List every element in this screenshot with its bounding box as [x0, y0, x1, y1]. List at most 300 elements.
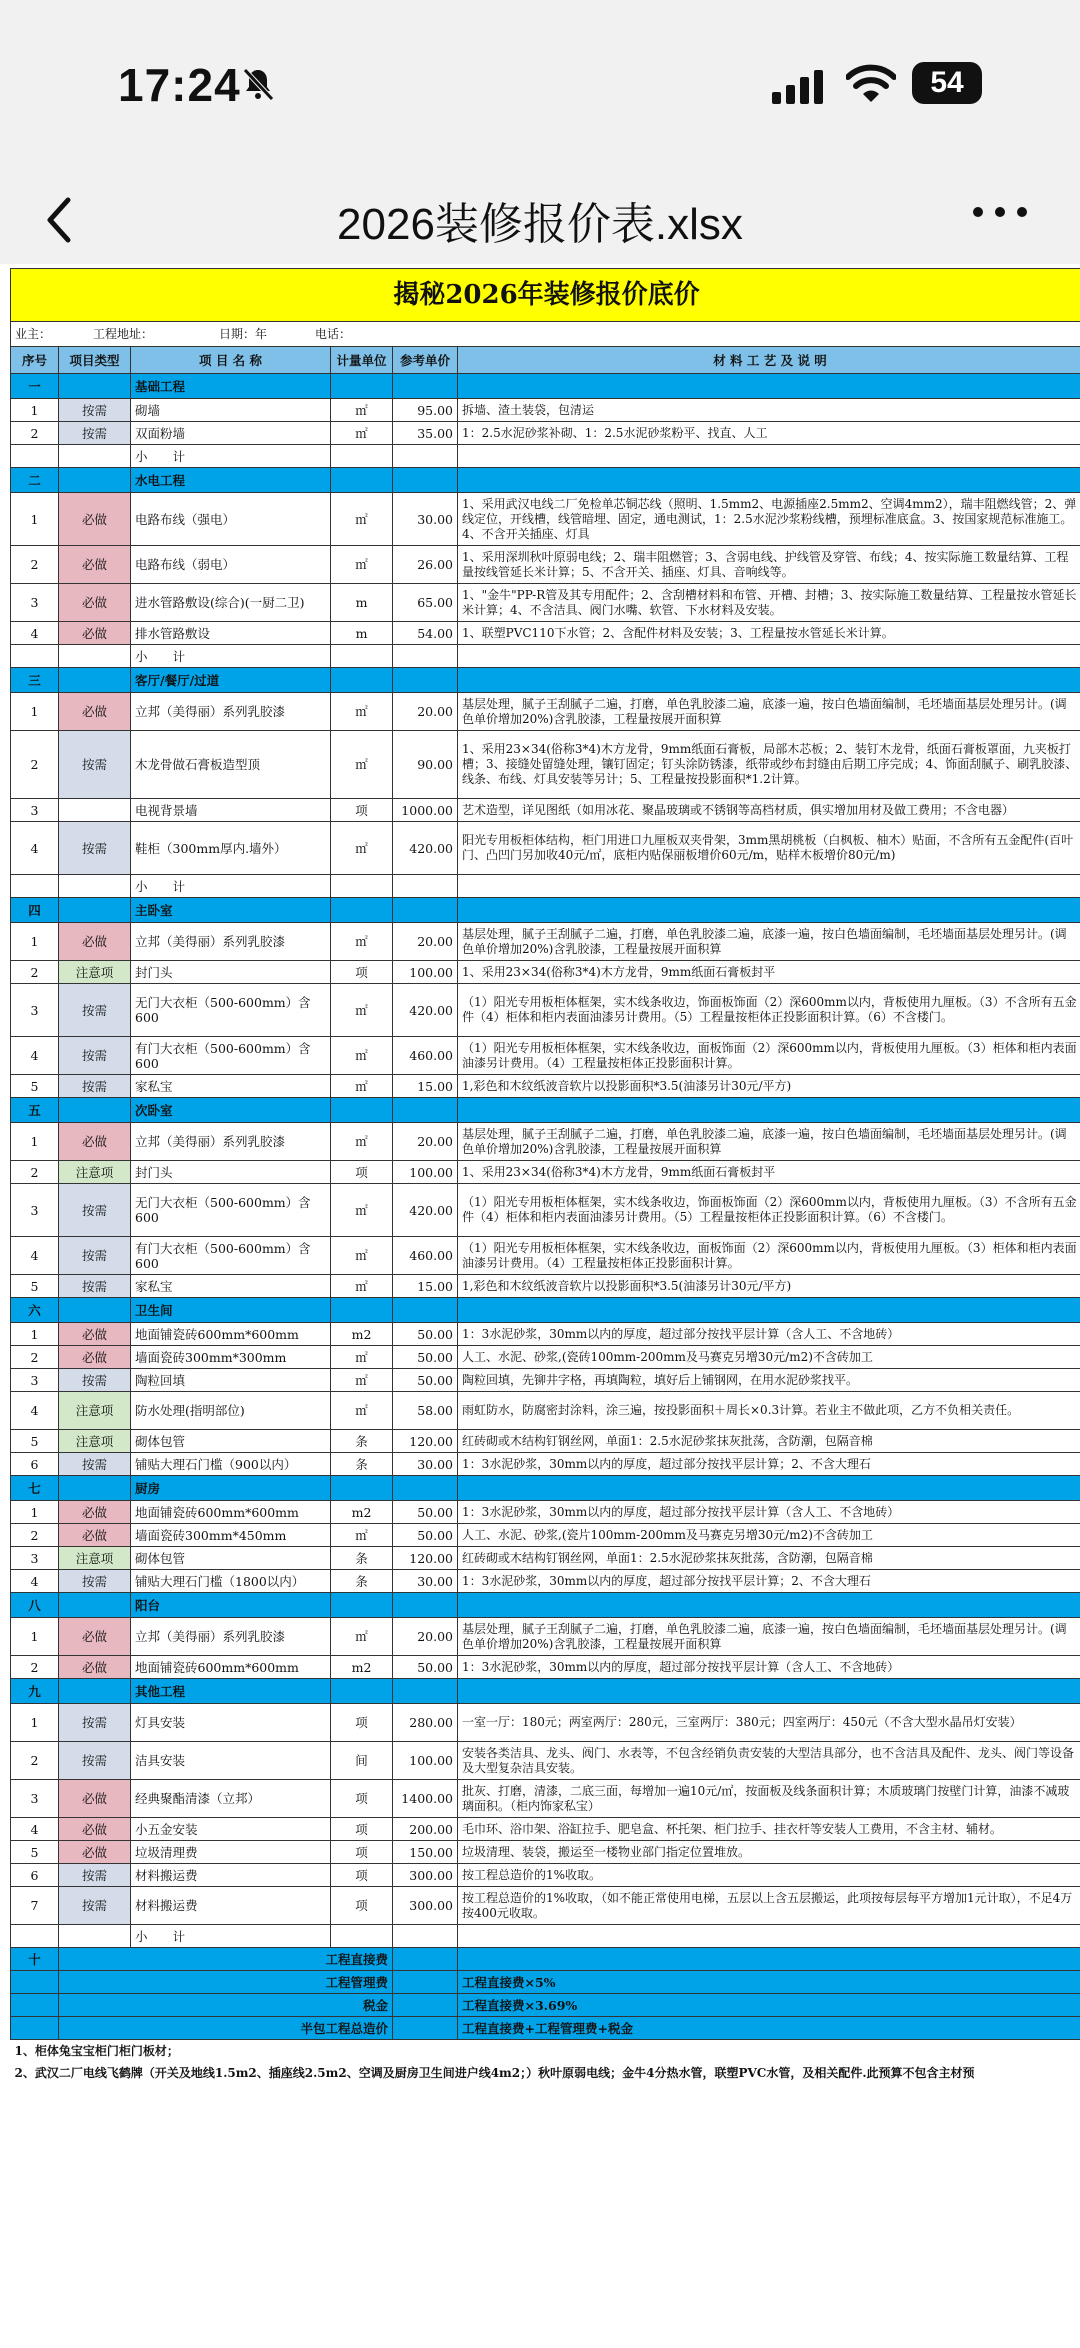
row-unit[interactable]: 项: [331, 1704, 393, 1742]
row-type[interactable]: [59, 799, 131, 822]
row-description[interactable]: （1）阳光专用板柜体框架，实木线条收边，面板饰面（2）深600mm以内，背板使用九厘板。（3）柜体和柜内表面油漆另计费用。（4）工程量按柜体正投影面积计算。: [458, 1037, 1080, 1075]
section-desc[interactable]: [458, 1298, 1080, 1323]
row-price[interactable]: 280.00: [393, 1704, 458, 1742]
row-item-name[interactable]: 立邦（美得丽）系列乳胶漆: [131, 923, 331, 961]
section-unit[interactable]: [331, 468, 393, 493]
row-type[interactable]: 注意项: [59, 1430, 131, 1453]
row-description[interactable]: 1、采用深圳秋叶原弱电线；2、瑞丰阻燃管；3、含弱电线、护线管及穿管、布线；4、按实际施工数量结算、工程量按线管延长米计算；5、不含开关、插座、灯具、音响线等。: [458, 546, 1080, 584]
row-type[interactable]: 必做: [59, 1656, 131, 1679]
section-unit[interactable]: [331, 898, 393, 923]
total-price[interactable]: [393, 1948, 458, 1971]
row-description[interactable]: 一室一厅：180元；两室两厅：280元，三室两厅：380元；四室两厅：450元（不含大型水晶吊灯安装）: [458, 1704, 1080, 1742]
row-number[interactable]: 2: [11, 1161, 59, 1184]
section-desc[interactable]: [458, 1476, 1080, 1501]
total-label[interactable]: 工程管理费: [59, 1971, 393, 1994]
row-description[interactable]: 1,彩色和木纹纸波音软片以投影面积*3.5(油漆另计30元/平方): [458, 1275, 1080, 1298]
row-price[interactable]: 100.00: [393, 1742, 458, 1780]
row-item-name[interactable]: 双面粉墙: [131, 422, 331, 445]
row-type[interactable]: 必做: [59, 1524, 131, 1547]
row-price[interactable]: 30.00: [393, 1453, 458, 1476]
row-description[interactable]: 1：3水泥砂浆，30mm以内的厚度，超过部分按找平层计算（含人工、不含地砖）: [458, 1323, 1080, 1346]
row-price[interactable]: 50.00: [393, 1656, 458, 1679]
row-item-name[interactable]: 砌体包管: [131, 1430, 331, 1453]
section-name[interactable]: 水电工程: [131, 468, 331, 493]
row-item-name[interactable]: 地面铺瓷砖600mm*600mm: [131, 1323, 331, 1346]
subtotal-desc[interactable]: [458, 445, 1080, 468]
row-number[interactable]: 7: [11, 1887, 59, 1925]
subtotal-type[interactable]: [59, 645, 131, 668]
row-type[interactable]: 按需: [59, 731, 131, 799]
row-type[interactable]: 必做: [59, 923, 131, 961]
row-description[interactable]: 基层处理，腻子王刮腻子二遍，打磨，单色乳胶漆二遍，底漆一遍，按白色墙面编制，毛坯墙面基层处理另计。(调色单价增加20%)含乳胶漆，工程量按展开面积算: [458, 693, 1080, 731]
row-number[interactable]: 4: [11, 1818, 59, 1841]
row-description[interactable]: 1：3水泥砂浆，30mm以内的厚度，超过部分按找平层计算；2、不含大理石: [458, 1570, 1080, 1593]
row-item-name[interactable]: 电路布线（弱电）: [131, 546, 331, 584]
row-unit[interactable]: ㎡: [331, 1524, 393, 1547]
row-unit[interactable]: ㎡: [331, 1392, 393, 1430]
row-type[interactable]: 按需: [59, 984, 131, 1037]
section-unit[interactable]: [331, 1298, 393, 1323]
row-description[interactable]: 安装各类洁具、龙头、阀门、水表等，不包含经销负责安装的大型洁具部分，也不含洁具及配件、龙头、阀门等设备及大型复杂洁具安装。: [458, 1742, 1080, 1780]
row-number[interactable]: 4: [11, 1237, 59, 1275]
section-unit[interactable]: [331, 1476, 393, 1501]
row-item-name[interactable]: 小五金安装: [131, 1818, 331, 1841]
row-description[interactable]: 阳光专用板柜体结构，柜门用进口九厘板双夹骨架，3mm黑胡桃板（白枫板、柚木）贴面，不含所有五金配件(百叶门、凸凹门另加收40元/㎡，底柜内贴保丽板增价60元/m，贴样木板增价80元/m): [458, 822, 1080, 875]
row-description[interactable]: 基层处理，腻子王刮腻子二遍，打磨，单色乳胶漆二遍，底漆一遍，按白色墙面编制，毛坯墙面基层处理另计。(调色单价增加20%)含乳胶漆，工程量按展开面积算: [458, 1123, 1080, 1161]
row-description[interactable]: （1）阳光专用板柜体框架，实木线条收边，饰面板饰面（2）深600mm以内，背板使用九厘板。（3）不含所有五金件（4）柜体和柜内表面油漆另计费用。（5）工程量按柜体正投影面积计算。（6）不含楼门。: [458, 984, 1080, 1037]
row-price[interactable]: 58.00: [393, 1392, 458, 1430]
total-number[interactable]: [11, 1994, 59, 2017]
row-number[interactable]: 1: [11, 493, 59, 546]
section-number[interactable]: 六: [11, 1298, 59, 1323]
row-number[interactable]: 1: [11, 399, 59, 422]
row-type[interactable]: 按需: [59, 1864, 131, 1887]
section-price[interactable]: [393, 468, 458, 493]
row-description[interactable]: 人工、水泥、砂浆,(瓷片100mm-200mm及马赛克另增30元/m2)不含砖加工: [458, 1524, 1080, 1547]
row-type[interactable]: 必做: [59, 1818, 131, 1841]
row-description[interactable]: 1、采用武汉电线二厂免检单芯铜芯线（照明、1.5mm2、电源插座2.5mm2、空调4mm2），瑞丰阻燃线管；2、弹线定位，开线槽，线管暗埋、固定，通电测试，1：2.5水泥沙浆粉线槽，预埋标准底盒。3、按国家规范标准施工。4、不含开关插座、灯具: [458, 493, 1080, 546]
section-unit[interactable]: [331, 1593, 393, 1618]
section-name[interactable]: 基础工程: [131, 374, 331, 399]
row-description[interactable]: （1）阳光专用板柜体框架，实木线条收边，面板饰面（2）深600mm以内，背板使用九厘板。（3）柜体和柜内表面油漆另计费用。（4）工程量按柜体正投影面积计算。: [458, 1237, 1080, 1275]
row-description[interactable]: 拆墙、渣土装袋，包清运: [458, 399, 1080, 422]
subtotal-price[interactable]: [393, 1925, 458, 1948]
section-desc[interactable]: [458, 898, 1080, 923]
total-number[interactable]: [11, 1971, 59, 1994]
row-number[interactable]: 1: [11, 693, 59, 731]
section-type[interactable]: [59, 1593, 131, 1618]
row-description[interactable]: 艺术造型，详见图纸（如用冰花、聚晶玻璃或不锈钢等高档材质，俱实增加用材及做工费用；不含电器）: [458, 799, 1080, 822]
row-item-name[interactable]: 立邦（美得丽）系列乳胶漆: [131, 1123, 331, 1161]
row-description[interactable]: 雨虹防水，防腐密封涂料，涂三遍，按投影面积＋周长×0.3计算。若业主不做此项，乙方不负相关责任。: [458, 1392, 1080, 1430]
section-price[interactable]: [393, 1476, 458, 1501]
row-type[interactable]: 按需: [59, 1369, 131, 1392]
row-price[interactable]: 50.00: [393, 1501, 458, 1524]
row-number[interactable]: 2: [11, 546, 59, 584]
subtotal-number[interactable]: [11, 645, 59, 668]
row-number[interactable]: 6: [11, 1453, 59, 1476]
subtotal-unit[interactable]: [331, 1925, 393, 1948]
row-price[interactable]: 20.00: [393, 693, 458, 731]
section-number[interactable]: 五: [11, 1098, 59, 1123]
row-type[interactable]: 必做: [59, 1841, 131, 1864]
row-price[interactable]: 120.00: [393, 1547, 458, 1570]
total-number[interactable]: [11, 2017, 59, 2040]
subtotal-price[interactable]: [393, 645, 458, 668]
section-desc[interactable]: [458, 1098, 1080, 1123]
section-number[interactable]: 九: [11, 1679, 59, 1704]
section-type[interactable]: [59, 1298, 131, 1323]
row-item-name[interactable]: 铺贴大理石门槛（1800以内）: [131, 1570, 331, 1593]
row-unit[interactable]: ㎡: [331, 984, 393, 1037]
row-price[interactable]: 50.00: [393, 1524, 458, 1547]
row-item-name[interactable]: 排水管路敷设: [131, 622, 331, 645]
row-unit[interactable]: ㎡: [331, 1275, 393, 1298]
footnote[interactable]: 2、武汉二厂电线飞鹤牌（开关及地线1.5m2、插座线2.5m2、空调及厨房卫生间进户线4m2；）秋叶原弱电线；金牛4分热水管，联塑PVC水管，及相关配件.此预算不包含主材预: [14, 2065, 975, 2080]
section-number[interactable]: 七: [11, 1476, 59, 1501]
row-description[interactable]: 垃圾清理、装袋，搬运至一楼物业部门指定位置堆放。: [458, 1841, 1080, 1864]
row-price[interactable]: 95.00: [393, 399, 458, 422]
row-number[interactable]: 5: [11, 1841, 59, 1864]
section-unit[interactable]: [331, 374, 393, 399]
total-label[interactable]: 半包工程总造价: [59, 2017, 393, 2040]
row-item-name[interactable]: 墙面瓷砖300mm*450mm: [131, 1524, 331, 1547]
row-unit[interactable]: ㎡: [331, 1123, 393, 1161]
section-type[interactable]: [59, 1098, 131, 1123]
row-item-name[interactable]: 地面铺瓷砖600mm*600mm: [131, 1501, 331, 1524]
row-item-name[interactable]: 砌墙: [131, 399, 331, 422]
row-item-name[interactable]: 电路布线（强电）: [131, 493, 331, 546]
total-number[interactable]: 十: [11, 1948, 59, 1971]
row-item-name[interactable]: 防水处理(指明部位): [131, 1392, 331, 1430]
row-type[interactable]: 按需: [59, 1275, 131, 1298]
row-type[interactable]: 按需: [59, 1704, 131, 1742]
row-description[interactable]: 1：2.5水泥砂浆补砌、1：2.5水泥砂浆粉平、找直、人工: [458, 422, 1080, 445]
section-unit[interactable]: [331, 1098, 393, 1123]
row-price[interactable]: 420.00: [393, 1184, 458, 1237]
row-price[interactable]: 20.00: [393, 1618, 458, 1656]
section-number[interactable]: 一: [11, 374, 59, 399]
row-unit[interactable]: 项: [331, 1780, 393, 1818]
row-number[interactable]: 2: [11, 1524, 59, 1547]
row-description[interactable]: 1、联塑PVC110下水管；2、含配件材料及安装；3、工程量按水管延长米计算。: [458, 622, 1080, 645]
row-number[interactable]: 2: [11, 961, 59, 984]
row-description[interactable]: 1：3水泥砂浆，30mm以内的厚度，超过部分按找平层计算（含人工、不含地砖）: [458, 1501, 1080, 1524]
row-price[interactable]: 460.00: [393, 1037, 458, 1075]
row-description[interactable]: 1、采用23×34(俗称3*4)木方龙骨，9mm纸面石膏板封平: [458, 1161, 1080, 1184]
column-header[interactable]: 材 料 工 艺 及 说 明: [458, 347, 1080, 374]
row-price[interactable]: 50.00: [393, 1346, 458, 1369]
row-number[interactable]: 5: [11, 1430, 59, 1453]
row-unit[interactable]: m2: [331, 1501, 393, 1524]
row-unit[interactable]: m: [331, 584, 393, 622]
row-type[interactable]: 按需: [59, 822, 131, 875]
row-number[interactable]: 1: [11, 1323, 59, 1346]
row-number[interactable]: 4: [11, 1392, 59, 1430]
row-item-name[interactable]: 材料搬运费: [131, 1864, 331, 1887]
row-item-name[interactable]: 有门大衣柜（500-600mm）含600: [131, 1037, 331, 1075]
row-type[interactable]: 必做: [59, 1618, 131, 1656]
section-price[interactable]: [393, 1679, 458, 1704]
row-description[interactable]: 按工程总造价的1%收取。: [458, 1864, 1080, 1887]
row-description[interactable]: 人工、水泥、砂浆,(瓷砖100mm-200mm及马赛克另增30元/m2)不含砖加工: [458, 1346, 1080, 1369]
column-header[interactable]: 计量单位: [331, 347, 393, 374]
total-label[interactable]: 工程直接费: [59, 1948, 393, 1971]
row-unit[interactable]: 条: [331, 1430, 393, 1453]
row-type[interactable]: 注意项: [59, 1547, 131, 1570]
section-number[interactable]: 四: [11, 898, 59, 923]
row-description[interactable]: 毛巾环、浴巾架、浴缸拉手、肥皂盒、杯托架、柜门拉手、挂衣杆等安装人工费用，不含主材、辅材。: [458, 1818, 1080, 1841]
row-item-name[interactable]: 无门大衣柜（500-600mm）含600: [131, 984, 331, 1037]
row-type[interactable]: 按需: [59, 1742, 131, 1780]
subtotal-unit[interactable]: [331, 645, 393, 668]
row-unit[interactable]: ㎡: [331, 493, 393, 546]
row-number[interactable]: 4: [11, 622, 59, 645]
row-item-name[interactable]: 地面铺瓷砖600mm*600mm: [131, 1656, 331, 1679]
row-number[interactable]: 3: [11, 1184, 59, 1237]
column-header[interactable]: 序号: [11, 347, 59, 374]
row-unit[interactable]: ㎡: [331, 1037, 393, 1075]
row-type[interactable]: 按需: [59, 1570, 131, 1593]
row-price[interactable]: 35.00: [393, 422, 458, 445]
row-price[interactable]: 26.00: [393, 546, 458, 584]
row-unit[interactable]: 项: [331, 1864, 393, 1887]
subtotal-unit[interactable]: [331, 875, 393, 898]
section-price[interactable]: [393, 1593, 458, 1618]
row-unit[interactable]: ㎡: [331, 731, 393, 799]
row-price[interactable]: 100.00: [393, 961, 458, 984]
row-unit[interactable]: 条: [331, 1570, 393, 1593]
section-desc[interactable]: [458, 1679, 1080, 1704]
total-formula[interactable]: 工程直接费×5%: [458, 1971, 1080, 1994]
sheet-title[interactable]: 揭秘2026年装修报价底价: [11, 269, 1080, 322]
row-description[interactable]: 陶粒回填，先铆井字格，再填陶粒，填好后上铺钢网，在用水泥砂浆找平。: [458, 1369, 1080, 1392]
row-unit[interactable]: ㎡: [331, 546, 393, 584]
row-description[interactable]: 基层处理，腻子王刮腻子二遍，打磨，单色乳胶漆二遍，底漆一遍，按白色墙面编制，毛坯墙面基层处理另计。(调色单价增加20%)含乳胶漆，工程量按展开面积算: [458, 1618, 1080, 1656]
row-description[interactable]: 1,彩色和木纹纸波音软片以投影面积*3.5(油漆另计30元/平方): [458, 1075, 1080, 1098]
row-type[interactable]: 注意项: [59, 1161, 131, 1184]
subtotal-type[interactable]: [59, 445, 131, 468]
row-unit[interactable]: 间: [331, 1742, 393, 1780]
row-price[interactable]: 300.00: [393, 1864, 458, 1887]
row-item-name[interactable]: 有门大衣柜（500-600mm）含600: [131, 1237, 331, 1275]
row-price[interactable]: 420.00: [393, 822, 458, 875]
row-number[interactable]: 6: [11, 1864, 59, 1887]
total-price[interactable]: [393, 2017, 458, 2040]
row-unit[interactable]: 项: [331, 799, 393, 822]
row-unit[interactable]: 项: [331, 961, 393, 984]
row-description[interactable]: 按工程总造价的1%收取，（如不能正常使用电梯，五层以上含五层搬运，此项按每层每平方增加1元计取），不足4万按400元收取。: [458, 1887, 1080, 1925]
row-item-name[interactable]: 灯具安装: [131, 1704, 331, 1742]
section-type[interactable]: [59, 468, 131, 493]
section-number[interactable]: 八: [11, 1593, 59, 1618]
subtotal-unit[interactable]: [331, 445, 393, 468]
row-price[interactable]: 200.00: [393, 1818, 458, 1841]
row-unit[interactable]: 条: [331, 1547, 393, 1570]
row-item-name[interactable]: 垃圾清理费: [131, 1841, 331, 1864]
row-description[interactable]: 1、采用23×34(俗称3*4)木方龙骨，9mm纸面石膏板，局部木芯板；2、装钉木龙骨，纸面石膏板罩面，九夹板打槽；3、接缝处留缝处理，镶钉固定；钉头涂防锈漆，纸带或纱布封缝由后期工序完成；4、饰面刮腻子、刷乳胶漆、线条、布线、灯具安装等另计；5、工程量按投影面积*1.2计算。: [458, 731, 1080, 799]
row-type[interactable]: 必做: [59, 693, 131, 731]
row-type[interactable]: 必做: [59, 1346, 131, 1369]
row-item-name[interactable]: 封门头: [131, 961, 331, 984]
section-name[interactable]: 其他工程: [131, 1679, 331, 1704]
row-number[interactable]: 2: [11, 1656, 59, 1679]
subtotal-desc[interactable]: [458, 1925, 1080, 1948]
subtotal-type[interactable]: [59, 1925, 131, 1948]
row-unit[interactable]: ㎡: [331, 1346, 393, 1369]
row-description[interactable]: 1：3水泥砂浆，30mm以内的厚度，超过部分按找平层计算（含人工、不含地砖）: [458, 1656, 1080, 1679]
row-price[interactable]: 1400.00: [393, 1780, 458, 1818]
row-item-name[interactable]: 经典聚酯清漆（立邦）: [131, 1780, 331, 1818]
total-price[interactable]: [393, 1971, 458, 1994]
section-price[interactable]: [393, 898, 458, 923]
row-item-name[interactable]: 立邦（美得丽）系列乳胶漆: [131, 693, 331, 731]
row-price[interactable]: 15.00: [393, 1075, 458, 1098]
row-price[interactable]: 20.00: [393, 1123, 458, 1161]
row-description[interactable]: 红砖砌或木结构钉钢丝网，单面1：2.5水泥砂浆抹灰批荡，含防潮，包隔音棉: [458, 1430, 1080, 1453]
row-description[interactable]: 1：3水泥砂浆，30mm以内的厚度，超过部分按找平层计算；2、不含大理石: [458, 1453, 1080, 1476]
row-unit[interactable]: ㎡: [331, 822, 393, 875]
row-type[interactable]: 按需: [59, 422, 131, 445]
subtotal-number[interactable]: [11, 1925, 59, 1948]
row-type[interactable]: 必做: [59, 1123, 131, 1161]
subtotal-desc[interactable]: [458, 875, 1080, 898]
row-price[interactable]: 460.00: [393, 1237, 458, 1275]
section-type[interactable]: [59, 1476, 131, 1501]
subtotal-type[interactable]: [59, 875, 131, 898]
row-type[interactable]: 按需: [59, 1453, 131, 1476]
section-price[interactable]: [393, 668, 458, 693]
row-price[interactable]: 50.00: [393, 1369, 458, 1392]
total-formula[interactable]: 工程直接费×3.69%: [458, 1994, 1080, 2017]
row-description[interactable]: 红砖砌或木结构钉钢丝网，单面1：2.5水泥砂浆抹灰批荡，含防潮，包隔音棉: [458, 1547, 1080, 1570]
row-type[interactable]: 必做: [59, 493, 131, 546]
section-name[interactable]: 阳台: [131, 1593, 331, 1618]
total-price[interactable]: [393, 1994, 458, 2017]
row-unit[interactable]: 条: [331, 1453, 393, 1476]
row-description[interactable]: 1、采用23×34(俗称3*4)木方龙骨，9mm纸面石膏板封平: [458, 961, 1080, 984]
row-type[interactable]: 按需: [59, 1037, 131, 1075]
section-desc[interactable]: [458, 668, 1080, 693]
row-number[interactable]: 1: [11, 1704, 59, 1742]
row-price[interactable]: 420.00: [393, 984, 458, 1037]
row-number[interactable]: 1: [11, 1618, 59, 1656]
total-label[interactable]: 税金: [59, 1994, 393, 2017]
subtotal-label[interactable]: 小 计: [131, 1925, 331, 1948]
row-unit[interactable]: ㎡: [331, 1618, 393, 1656]
row-type[interactable]: 必做: [59, 546, 131, 584]
row-number[interactable]: 5: [11, 1075, 59, 1098]
row-number[interactable]: 4: [11, 822, 59, 875]
row-unit[interactable]: ㎡: [331, 399, 393, 422]
row-number[interactable]: 3: [11, 1547, 59, 1570]
row-unit[interactable]: ㎡: [331, 923, 393, 961]
row-item-name[interactable]: 鞋柜（300mm厚内.墙外）: [131, 822, 331, 875]
row-unit[interactable]: 项: [331, 1818, 393, 1841]
column-header[interactable]: 项 目 名 称: [131, 347, 331, 374]
section-name[interactable]: 厨房: [131, 1476, 331, 1501]
row-item-name[interactable]: 无门大衣柜（500-600mm）含600: [131, 1184, 331, 1237]
row-unit[interactable]: ㎡: [331, 1369, 393, 1392]
row-number[interactable]: 1: [11, 923, 59, 961]
row-price[interactable]: 54.00: [393, 622, 458, 645]
row-unit[interactable]: ㎡: [331, 422, 393, 445]
row-price[interactable]: 15.00: [393, 1275, 458, 1298]
section-number[interactable]: 三: [11, 668, 59, 693]
section-desc[interactable]: [458, 468, 1080, 493]
section-name[interactable]: 客厅/餐厅/过道: [131, 668, 331, 693]
row-price[interactable]: 30.00: [393, 493, 458, 546]
row-item-name[interactable]: 电视背景墙: [131, 799, 331, 822]
column-header[interactable]: 项目类型: [59, 347, 131, 374]
subtotal-label[interactable]: 小 计: [131, 645, 331, 668]
row-item-name[interactable]: 墙面瓷砖300mm*300mm: [131, 1346, 331, 1369]
subtotal-label[interactable]: 小 计: [131, 875, 331, 898]
row-type[interactable]: 按需: [59, 399, 131, 422]
row-unit[interactable]: m: [331, 622, 393, 645]
row-item-name[interactable]: 进水管路敷设(综合)(一厨二卫): [131, 584, 331, 622]
row-type[interactable]: 按需: [59, 1237, 131, 1275]
row-number[interactable]: 2: [11, 422, 59, 445]
row-unit[interactable]: m2: [331, 1323, 393, 1346]
row-price[interactable]: 1000.00: [393, 799, 458, 822]
row-item-name[interactable]: 砌体包管: [131, 1547, 331, 1570]
row-price[interactable]: 50.00: [393, 1323, 458, 1346]
row-item-name[interactable]: 铺贴大理石门槛（900以内）: [131, 1453, 331, 1476]
row-number[interactable]: 1: [11, 1501, 59, 1524]
subtotal-label[interactable]: 小 计: [131, 445, 331, 468]
total-formula[interactable]: 工程直接费+工程管理费+税金: [458, 2017, 1080, 2040]
row-unit[interactable]: ㎡: [331, 1237, 393, 1275]
row-price[interactable]: 100.00: [393, 1161, 458, 1184]
row-price[interactable]: 20.00: [393, 923, 458, 961]
row-item-name[interactable]: 家私宝: [131, 1075, 331, 1098]
row-description[interactable]: 基层处理，腻子王刮腻子二遍，打磨，单色乳胶漆二遍，底漆一遍，按白色墙面编制，毛坯墙面基层处理另计。(调色单价增加20%)含乳胶漆，工程量按展开面积算: [458, 923, 1080, 961]
section-number[interactable]: 二: [11, 468, 59, 493]
more-options-icon[interactable]: [970, 202, 1030, 222]
row-type[interactable]: 按需: [59, 1075, 131, 1098]
section-name[interactable]: 次卧室: [131, 1098, 331, 1123]
section-desc[interactable]: [458, 1593, 1080, 1618]
row-unit[interactable]: ㎡: [331, 1184, 393, 1237]
row-type[interactable]: 必做: [59, 584, 131, 622]
row-number[interactable]: 4: [11, 1037, 59, 1075]
row-description[interactable]: 批灰、打磨，清漆，二底三面，每增加一遍10元/㎡，按面板及线条面积计算；木质玻璃门按壁门计算，油漆不减玻璃面积。（柜内饰家私宝）: [458, 1780, 1080, 1818]
footnote[interactable]: 1、柜体兔宝宝柜门柜门板材；: [14, 2043, 179, 2058]
section-unit[interactable]: [331, 668, 393, 693]
row-number[interactable]: 3: [11, 799, 59, 822]
subtotal-price[interactable]: [393, 875, 458, 898]
row-number[interactable]: 3: [11, 1369, 59, 1392]
section-type[interactable]: [59, 374, 131, 399]
spreadsheet[interactable]: [0, 264, 1080, 2348]
row-number[interactable]: 2: [11, 731, 59, 799]
section-desc[interactable]: [458, 374, 1080, 399]
row-number[interactable]: 2: [11, 1742, 59, 1780]
row-type[interactable]: 必做: [59, 1780, 131, 1818]
section-name[interactable]: 卫生间: [131, 1298, 331, 1323]
row-type[interactable]: 必做: [59, 1323, 131, 1346]
row-item-name[interactable]: 封门头: [131, 1161, 331, 1184]
section-price[interactable]: [393, 1098, 458, 1123]
row-number[interactable]: 4: [11, 1570, 59, 1593]
row-price[interactable]: 150.00: [393, 1841, 458, 1864]
section-name[interactable]: 主卧室: [131, 898, 331, 923]
row-type[interactable]: 按需: [59, 1887, 131, 1925]
row-description[interactable]: （1）阳光专用板柜体框架，实木线条收边，饰面板饰面（2）深600mm以内，背板使用九厘板。（3）不含所有五金件（4）柜体和柜内表面油漆另计费用。（5）工程量按柜体正投影面积计算。（6）不含楼门。: [458, 1184, 1080, 1237]
row-number[interactable]: 3: [11, 984, 59, 1037]
project-info[interactable]: 业主： 工程地址： 日期：年 电话：: [11, 322, 1080, 347]
